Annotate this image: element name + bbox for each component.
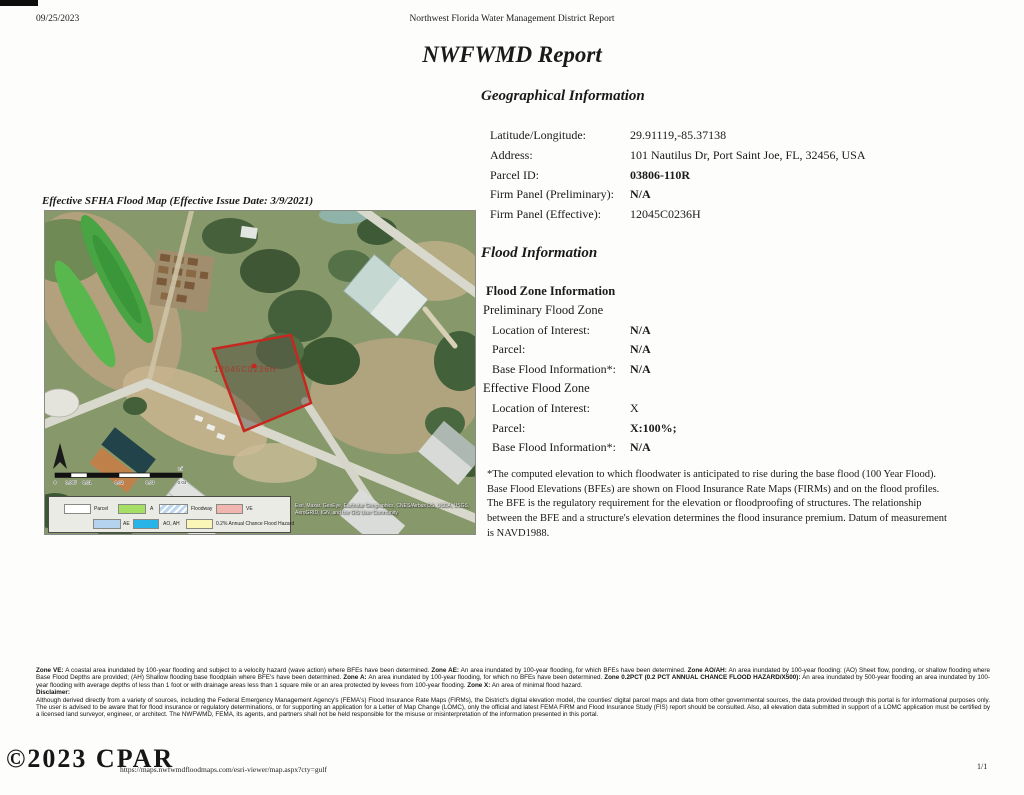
row-label: Parcel ID: bbox=[490, 168, 539, 182]
zone-text: A coastal area inundated by 100-year flooding and subject to a velocity hazard (wave action) where BFEs have been determined. bbox=[63, 667, 432, 674]
map-title: Effective SFHA Flood Map (Effective Issue Date: 3/9/2021) bbox=[42, 195, 314, 207]
prelim-row-parcel bbox=[492, 342, 1012, 357]
effective-row-base-flood bbox=[492, 440, 1012, 455]
legend-swatch-ao-ah bbox=[133, 519, 159, 529]
row-value: N/A bbox=[630, 323, 651, 337]
row-label: Base Flood Information*: bbox=[492, 440, 616, 454]
flood-zone-header: Flood Zone Information bbox=[486, 284, 616, 298]
row-value: N/A bbox=[630, 440, 651, 454]
source-url: https://maps.nwfwmdfloodmaps.com/esri-viewer/map.aspx?cty=gulf bbox=[120, 765, 327, 774]
zone-text: An area inundated by 100-year flooding: (AO) Sheet flow, ponding, or shallow flooding where Base Flood Depths are provided; (AH) Shallow flooding base floodplain where BFE's have been determined. bbox=[36, 667, 991, 682]
legend-swatch-ve bbox=[216, 504, 243, 514]
zone-definitions bbox=[36, 667, 990, 719]
map-legend bbox=[48, 496, 295, 533]
legend-swatch-a bbox=[118, 504, 146, 514]
prelim-row-location bbox=[492, 323, 1012, 338]
row-label: Parcel: bbox=[492, 342, 526, 356]
geo-row-firm-effective bbox=[490, 207, 1010, 222]
row-value: X:100%; bbox=[630, 421, 677, 435]
legend-swatch-02pct bbox=[186, 519, 213, 529]
zone-term: Zone VE: bbox=[36, 667, 64, 674]
row-label: Firm Panel (Preliminary): bbox=[490, 187, 614, 201]
row-label: Firm Panel (Effective): bbox=[490, 207, 602, 221]
legend-swatch-parcel bbox=[64, 504, 91, 514]
legend-label: AO, AH bbox=[163, 521, 180, 527]
zone-text: An area inundated by 100-year flooding, for which no BFEs have been determined. bbox=[366, 674, 605, 682]
row-label: Base Flood Information*: bbox=[492, 362, 616, 376]
preliminary-flood-zone-header: Preliminary Flood Zone bbox=[483, 303, 604, 317]
effective-row-location bbox=[492, 401, 1012, 416]
row-label: Location of Interest: bbox=[492, 401, 590, 415]
zone-text: An area inundated by 500-year flooding an area inundated by 100-year flooding with average depths of less than 1 foot or with drainage areas less than 1 square mile or an area protected by levees from 100-year flooding. bbox=[36, 674, 991, 689]
map-attribution: Esri, Maxar, GeoEye, Earthstar Geographics, CNES/Airbus DS, USDA, USGS, AeroGRID, IGN, and the GIS User Community bbox=[295, 503, 470, 516]
copyright-watermark: ©2023 CPAR bbox=[6, 744, 175, 773]
zone-term: Zone A: bbox=[343, 674, 367, 682]
zone-term: Zone X: bbox=[467, 681, 491, 689]
scale-unit: mi bbox=[178, 466, 183, 471]
row-label: Address: bbox=[490, 148, 533, 162]
disclaimer-text: Although derived directly from a variety of sources, including the Federal Emergency Management Agency's (FEMA's) Flood Insurance Rate Maps (FIRMs), the District's digital elevation model, the counties' digital parcel maps and data from other governmental sources, the data provided through this portal is for informational purposes only. The user is advised to be aware that for flood insurance or regulatory determinations, or for supporting an application for a Letter of Map Change (LOMC), only the official and latest FEMA FIRM and Flood Insurance Study (FIS) report should be consulted. Also, all elevation data submitted in support of a LOMC application must be certified by a licensed land surveyor, engineer, or architect. The NWFWMD, FEMA, its agents, and partners shall not be held responsible for the misuse or misinterpretation of the information presented in this portal. bbox=[36, 696, 990, 719]
row-value: 03806-110R bbox=[630, 168, 690, 182]
flood-section-title: Flood Information bbox=[481, 245, 598, 261]
geo-row-firm-preliminary bbox=[490, 187, 1010, 202]
zone-term: Zone AE: bbox=[431, 667, 459, 674]
legend-label: AE bbox=[123, 521, 130, 527]
legend-label: Parcel bbox=[94, 506, 109, 512]
legend-label: 0.2% Annual Chance Flood Hazard bbox=[216, 521, 295, 527]
zone-definitions-paragraph bbox=[36, 667, 990, 689]
page-title: NWFWMD Report bbox=[422, 42, 602, 67]
header-date: 09/25/2023 bbox=[36, 14, 80, 24]
flood-map bbox=[44, 210, 476, 535]
effective-flood-zone-header: Effective Flood Zone bbox=[483, 381, 590, 395]
row-label: Parcel: bbox=[492, 421, 526, 435]
row-value: 12045C0236H bbox=[630, 207, 701, 221]
row-value: 29.91119,-85.37138 bbox=[630, 128, 727, 142]
effective-row-parcel bbox=[492, 421, 1012, 436]
scale-tick: 0.03 bbox=[145, 480, 155, 485]
geo-row-parcel-id bbox=[490, 168, 1010, 183]
satellite-map bbox=[45, 211, 475, 534]
zone-term: Zone 0.2PCT (0.2 PCT ANNUAL CHANCE FLOOD HAZARD/X500): bbox=[604, 674, 801, 682]
disclaimer-label: Disclaimer: bbox=[36, 689, 70, 697]
scale-tick: 0 bbox=[53, 480, 57, 485]
prelim-row-base-flood bbox=[492, 362, 1012, 377]
parcel-label: 12045C0236H bbox=[214, 365, 277, 374]
row-value: N/A bbox=[630, 187, 651, 201]
bfe-footnote: *The computed elevation to which floodwater is anticipated to rise during the base flood (100 Year Flood). Base Flood Elevations (BFEs) are shown on Flood Insurance Rate Maps (FIRMs) and on the flood profiles. The BFE is the regulatory requirement for the elevation or floodproofing of structures. The relationship between the BFE and a structure's elevation determines the flood insurance premium. Datum of measurement is NAVD1988. bbox=[487, 469, 947, 539]
scan-artifact bbox=[0, 0, 38, 6]
geo-row-address bbox=[490, 148, 1010, 163]
legend-swatch-ae bbox=[93, 519, 121, 529]
legend-swatch-floodway bbox=[159, 504, 188, 514]
scale-tick: 0.02 bbox=[114, 480, 124, 485]
row-value: N/A bbox=[630, 342, 651, 356]
scale-tick: 0.04 bbox=[177, 480, 187, 485]
legend-label: Floodway bbox=[191, 506, 213, 512]
row-value: 101 Nautilus Dr, Port Saint Joe, FL, 32456, USA bbox=[630, 148, 866, 162]
geo-section-title: Geographical Information bbox=[481, 88, 645, 104]
row-label: Latitude/Longitude: bbox=[490, 128, 586, 142]
geo-row-latlong bbox=[490, 128, 1010, 143]
legend-label: A bbox=[150, 506, 154, 512]
scale-tick: 0.005 bbox=[65, 480, 77, 485]
row-value: N/A bbox=[630, 362, 651, 376]
row-value: X bbox=[630, 401, 639, 415]
scale-tick: 0.01 bbox=[82, 480, 92, 485]
zone-term: Zone AO/AH: bbox=[687, 667, 727, 674]
row-label: Location of Interest: bbox=[492, 323, 590, 337]
legend-label: VE bbox=[246, 506, 253, 512]
zone-text: An area of minimal flood hazard. bbox=[490, 681, 583, 689]
header-title: Northwest Florida Water Management District Report bbox=[409, 14, 615, 24]
page-number: 1/1 bbox=[977, 762, 988, 771]
zone-text: An area inundated by 100-year flooding, for which BFEs have been determined. bbox=[459, 667, 688, 674]
